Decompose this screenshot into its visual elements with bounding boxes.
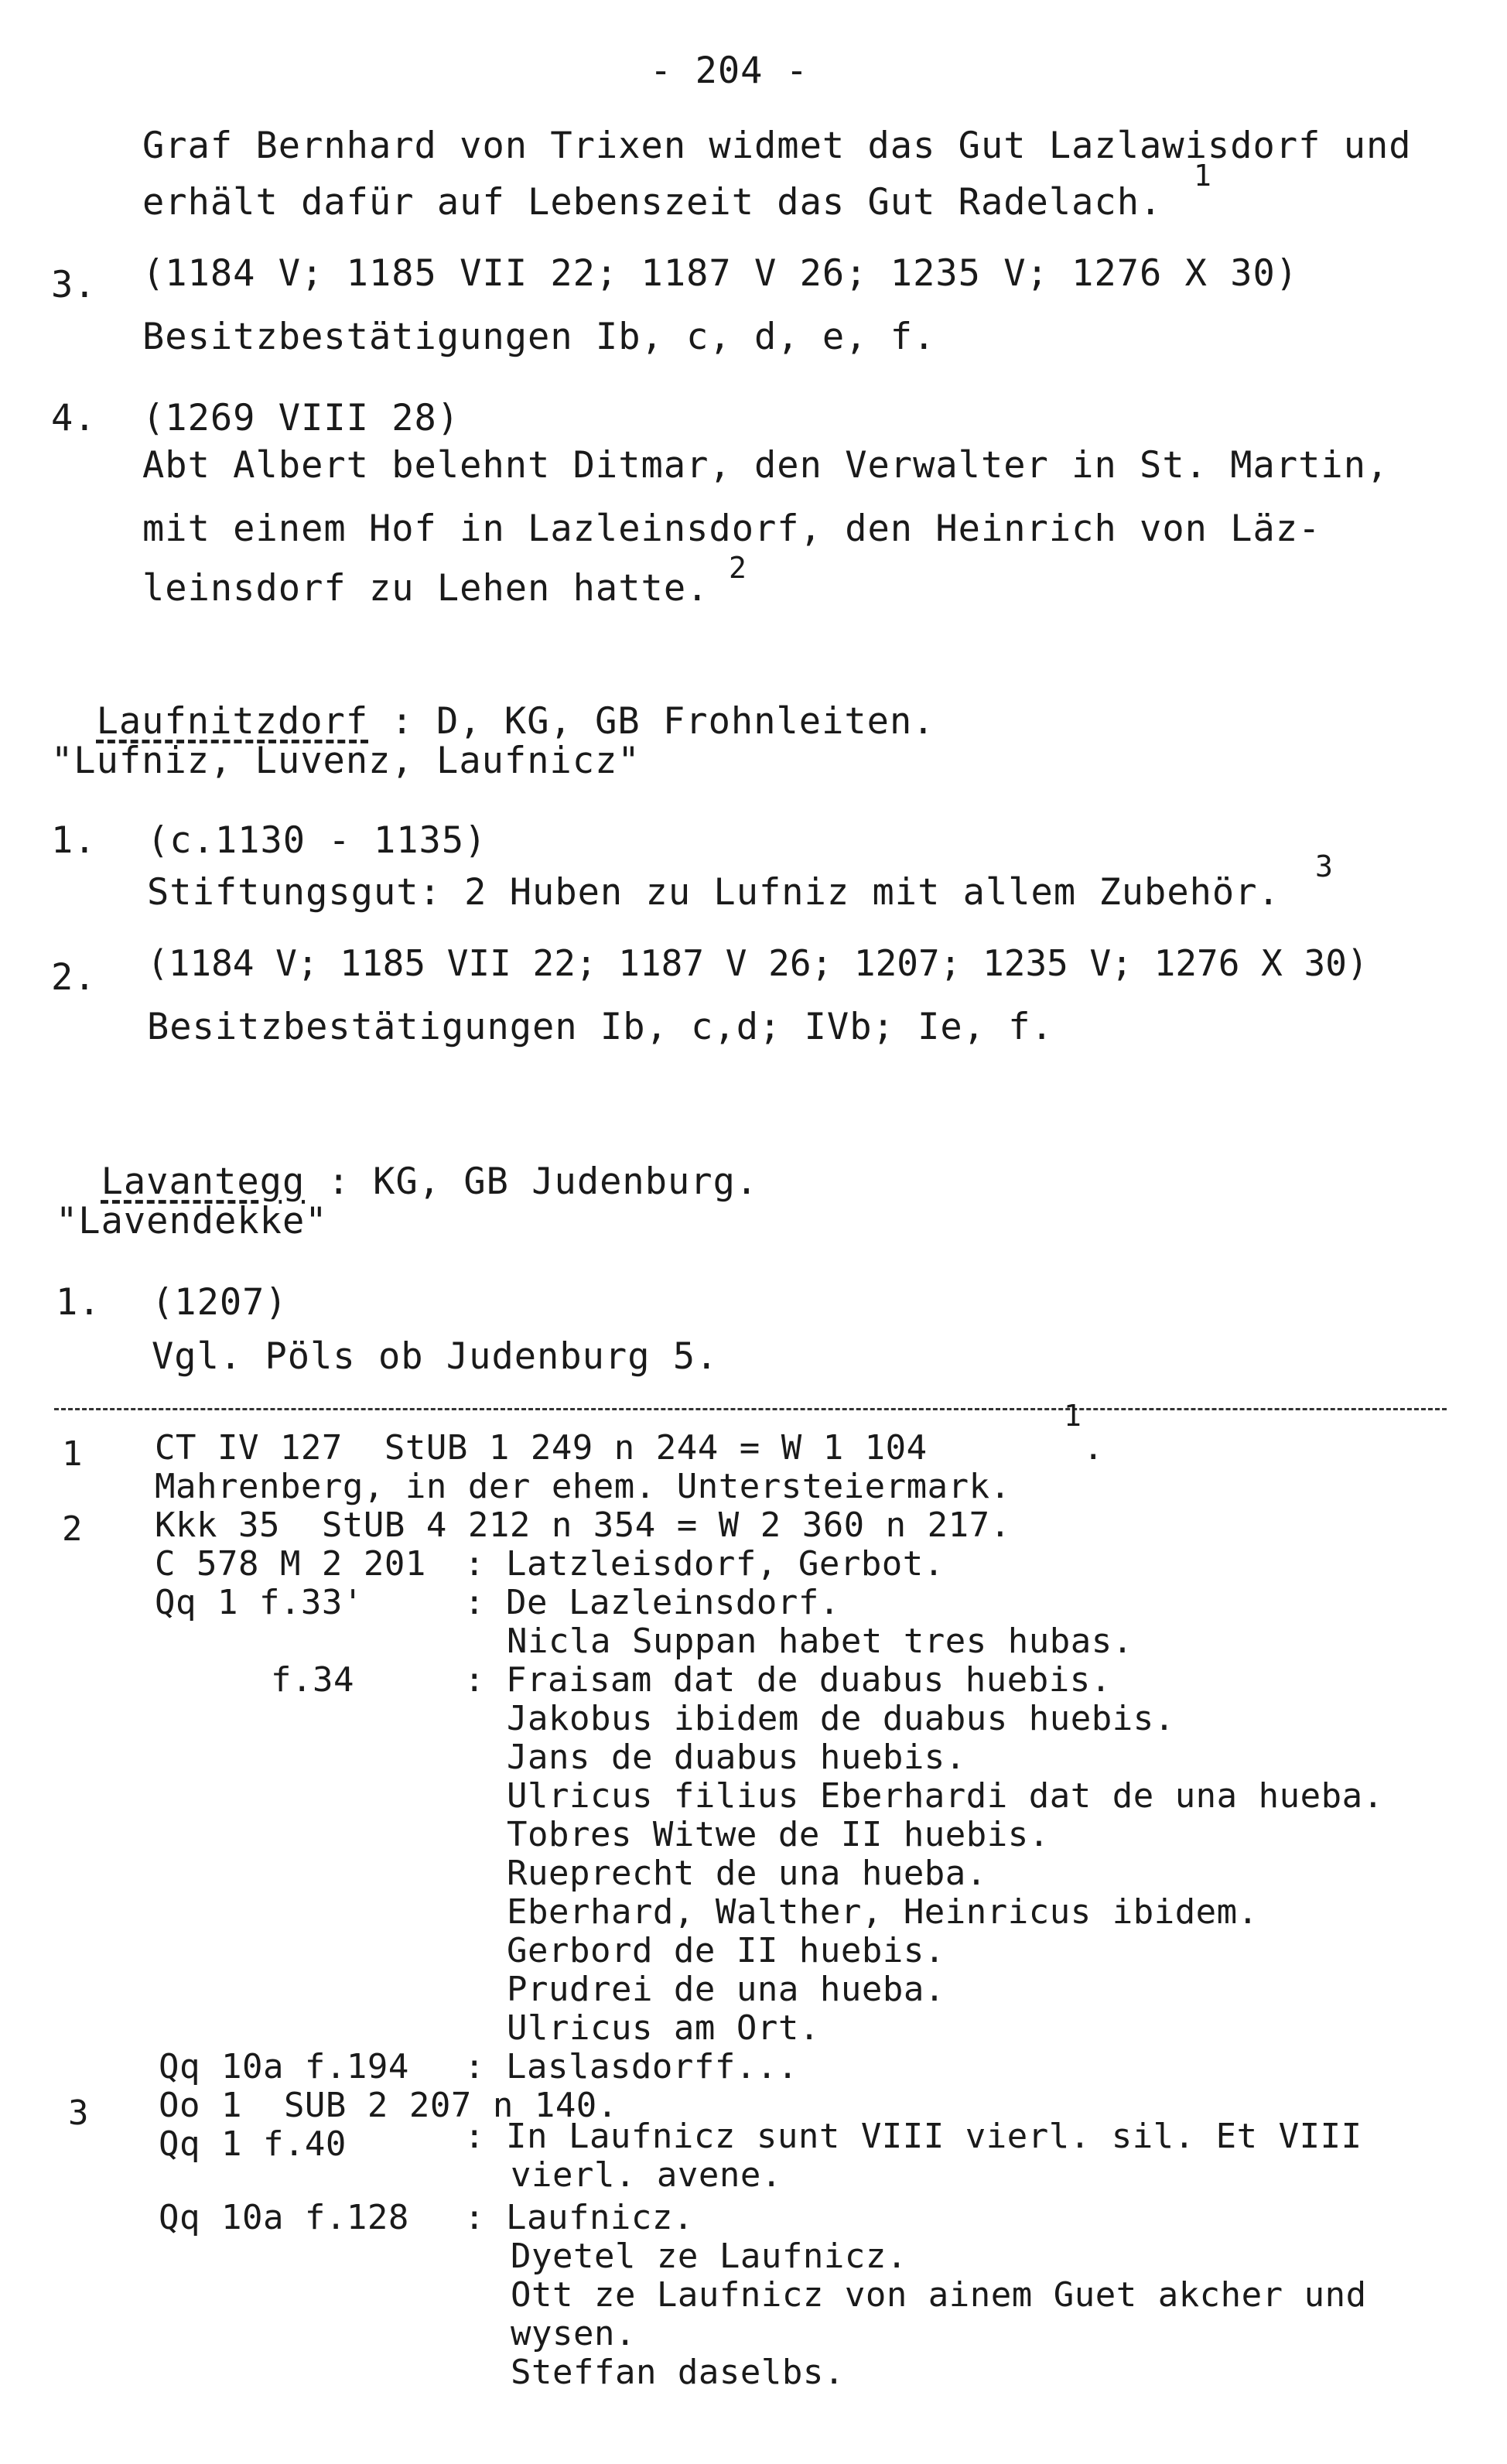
footnote-number: 1 [62,1434,83,1474]
entry-number: 1. [51,819,97,862]
place-info: : KG, GB Judenburg. [305,1160,759,1203]
place-heading [51,667,935,743]
source-text: Ott ze Laufnicz von ainem Guet akcher und [511,2275,1367,2315]
entry-text: erhält dafür auf Lebenszeit das Gut Radelach. [142,181,1163,224]
entry-text: leinsdorf zu Lehen hatte. [142,567,709,610]
entry-text: Besitzbestätigungen Ib, c, d, e, f. [142,316,936,358]
entry-date: (1269 VIII 28) [142,397,460,439]
source-text: Jans de duabus huebis. [507,1738,966,1777]
source-ref: Qq 10a f.128 [159,2198,409,2237]
source-text: : Laslasdorff... [464,2047,798,2086]
footnote-text: CT IV 127 StUB 1 249 n 244 = W 1 104 [155,1428,928,1468]
entry-text: Vgl. Pöls ob Judenburg 5. [152,1335,719,1378]
source-ref: Qq 10a f.194 [159,2047,409,2086]
source-text: Ulricus filius Eberhardi dat de una hueba. [507,1776,1384,1816]
source-text: Jakobus ibidem de duabus huebis. [507,1699,1175,1738]
source-text: : Laufnicz. [464,2198,694,2237]
source-text: Eberhard, Walther, Heinricus ibidem. [507,1892,1259,1932]
footnote-marker: 1 [1194,159,1211,193]
place-name: Lavantegg [101,1160,306,1203]
source-text: Rueprecht de una hueba. [507,1854,987,1893]
source-text: Steffan daselbs. [511,2353,845,2392]
entry-number: 4. [51,397,97,439]
footnote-text: Oo 1 SUB 2 207 n 140. [159,2086,618,2125]
source-ref: Qq 1 f.40 [159,2124,347,2164]
source-text: Tobres Witwe de II huebis. [507,1815,1050,1854]
source-text: Ulricus am Ort. [507,2008,820,2048]
footnote-separator [54,1408,1447,1410]
entry-text: Besitzbestätigungen Ib, c,d; IVb; Ie, f. [147,1006,1054,1048]
footnote-text: . [1083,1428,1104,1468]
footnote-number: 2 [62,1509,83,1549]
entry-date: (1184 V; 1185 VII 22; 1187 V 26; 1235 V; 1276 X 30) [142,252,1299,295]
source-text: Prudrei de una hueba. [507,1970,945,2009]
source-ref: f.34 [271,1660,354,1700]
entry-date: (1207) [152,1281,288,1324]
place-info: : D, KG, GB Frohnleiten. [368,700,935,743]
source-ref: C 578 M 2 201 [155,1544,426,1584]
footnote-marker: 1 [1064,1399,1082,1433]
source-text: vierl. avene. [511,2155,782,2195]
entry-text: mit einem Hof in Lazleinsdorf, den Heinrich von Läz- [142,507,1321,550]
source-text: : Latzleisdorf, Gerbot. [464,1544,945,1584]
entry-date: (1184 V; 1185 VII 22; 1187 V 26; 1207; 1235 V; 1276 X 30) [147,942,1369,984]
entry-number: 2. [51,956,97,999]
source-text: : De Lazleinsdorf. [464,1583,840,1622]
source-ref: Qq 1 f.33' [155,1583,364,1622]
source-text: Nicla Suppan habet tres hubas. [507,1622,1133,1661]
page-number: - 204 - [650,50,809,92]
source-text: wysen. [511,2314,636,2353]
place-variants: "Lufniz, Luvenz, Laufnicz" [51,740,641,782]
footnote-text: Mahrenberg, in der ehem. Untersteiermark. [155,1467,1011,1506]
entry-number: 1. [56,1281,101,1324]
source-text: : Fraisam dat de duabus huebis. [464,1660,1112,1700]
entry-number: 3. [51,264,97,306]
entry-text: Stiftungsgut: 2 Huben zu Lufniz mit allem Zubehör. [147,871,1280,914]
entry-text: Graf Bernhard von Trixen widmet das Gut Lazlawisdorf und [142,125,1412,167]
footnote-marker: 3 [1315,849,1333,883]
source-text: Dyetel ze Laufnicz. [511,2237,907,2276]
source-text: : In Laufnicz sunt VIII vierl. sil. Et VIII [464,2117,1362,2156]
place-variants: "Lavendekke" [56,1200,328,1242]
footnote-number: 3 [68,2093,89,2133]
place-name: Laufnitzdorf [96,700,369,743]
entry-text: Abt Albert belehnt Ditmar, den Verwalter in St. Martin, [142,444,1389,487]
source-text: Gerbord de II huebis. [507,1931,945,1970]
footnote-text: Kkk 35 StUB 4 212 n 354 = W 2 360 n 217. [155,1505,1011,1545]
entry-date: (c.1130 - 1135) [147,819,487,862]
footnote-marker: 2 [729,551,747,585]
place-heading [56,1127,759,1203]
